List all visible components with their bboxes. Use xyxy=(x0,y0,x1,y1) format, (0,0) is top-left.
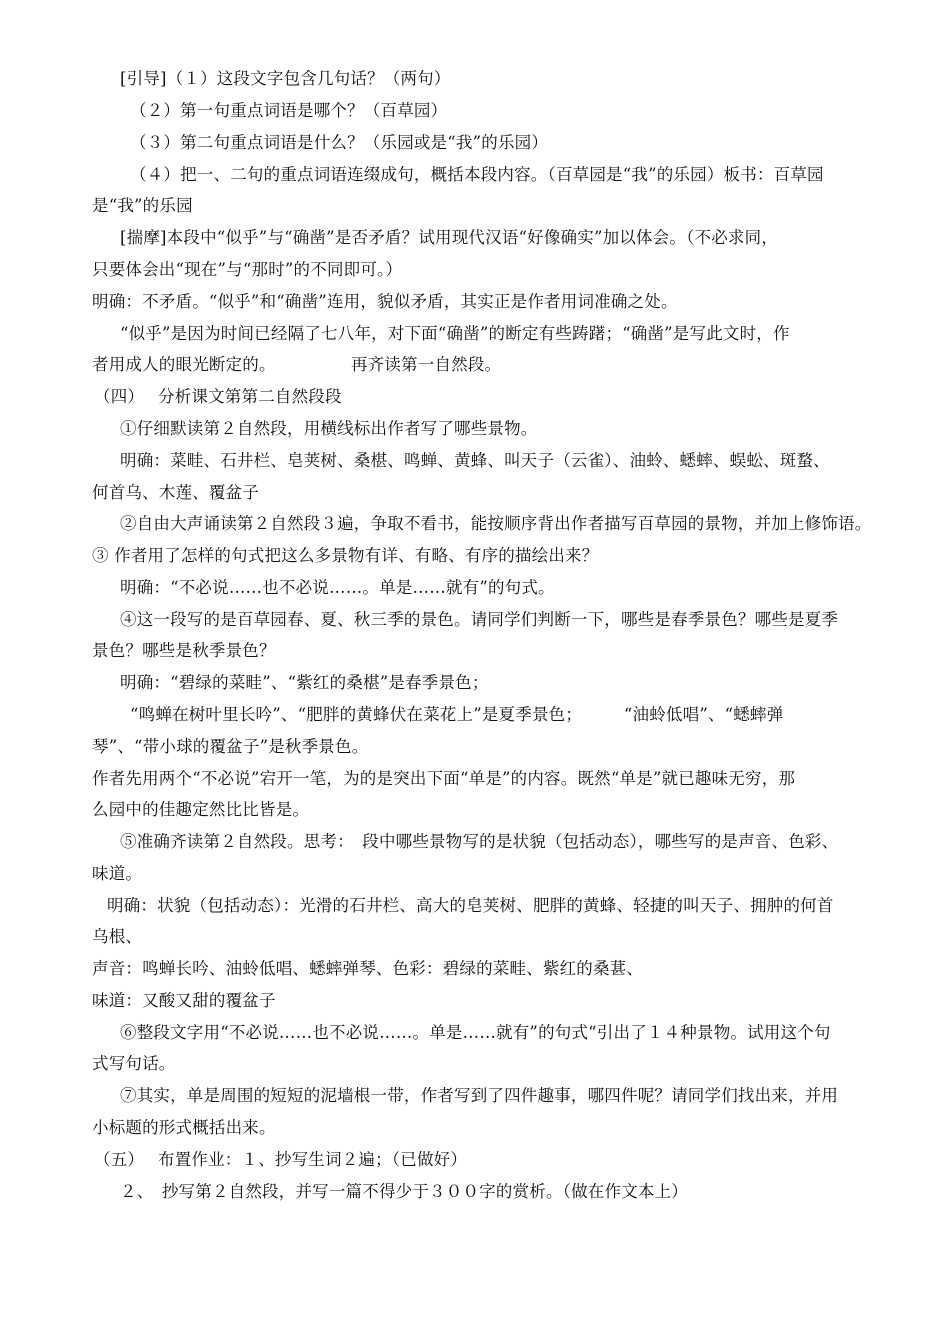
text-line: （２）第一句重点词语是哪个？（百草园） xyxy=(130,101,448,120)
text-line: “似乎”是因为时间已经隔了七八年，对下面“确凿”的断定有些踌躇；“确凿”是写此文时，作 xyxy=(120,324,790,343)
text-line: 乌根、 xyxy=(92,927,143,946)
text-line: 明确：不矛盾。“似乎”和“确凿”连用，貌似矛盾，其实正是作者用词准确之处。 xyxy=(92,292,678,311)
section-heading: （四） 分析课文第第二自然段段 xyxy=(94,387,342,406)
text-line: ①仔细默读第２自然段，用横线标出作者写了哪些景物。 xyxy=(120,419,538,438)
text-line: 明确：“不必说……也不必说……。单是……就有”的句式。 xyxy=(120,578,555,597)
text-line: 作者先用两个“不必说”宕开一笔，为的是突出下面“单是”的内容。既然“单是”就已趣味无穷，那 xyxy=(92,769,796,788)
text-line: [揣摩]本段中“似乎”与“确凿”是否矛盾？试用现代汉语“好像确实”加以体会。（不必求同， xyxy=(120,228,779,247)
text-line: 味道：又酸又甜的覆盆子 xyxy=(92,991,276,1010)
text-line: 小标题的形式概括出来。 xyxy=(92,1118,276,1137)
text-line: ２、 抄写第２自然段，并写一篇不得少于３００字的赏析。（做在作文本上） xyxy=(120,1182,688,1201)
text-line: （３）第二句重点词语是什么？（乐园或是“我”的乐园） xyxy=(130,133,549,152)
text-line: ③ 作者用了怎样的句式把这么多景物有详、有略、有序的描绘出来？ xyxy=(92,546,599,565)
text-line: 式写句话。 xyxy=(92,1054,176,1073)
text-line: 是“我”的乐园 xyxy=(92,196,193,215)
text-line: （４）把一、二句的重点词语连缀成句，概括本段内容。（百草园是“我”的乐园）板书：百草园 xyxy=(130,165,824,184)
text-line: 明确：状貌（包括动态）：光滑的石井栏、高大的皂荚树、肥胖的黄蜂、轻捷的叫天子、拥肿的何首 xyxy=(107,896,834,915)
text-line: ⑥整段文字用“不必说……也不必说……。单是……就有”的句式“引出了１４种景物。试用这个句 xyxy=(120,1023,831,1042)
text-line: 琴”、“带小球的覆盆子”是秋季景色。 xyxy=(92,737,369,756)
text-line: 何首乌、木莲、覆盆子 xyxy=(92,483,259,502)
text-line: 味道。 xyxy=(92,864,143,883)
text-line: ②自由大声诵读第２自然段３遍，争取不看书，能按顺序背出作者描写百草园的景物，并加上修饰语。 xyxy=(120,514,872,533)
text-line: 声音：鸣蝉长吟、油蛉低唱、蟋蟀弹琴、色彩：碧绿的菜畦、紫红的桑葚、 xyxy=(92,959,644,978)
text-line: 明确：“碧绿的菜畦”、“紫红的桑椹”是春季景色； xyxy=(120,673,489,692)
section-heading: （五） 布置作业：１、抄写生词２遍；（已做好） xyxy=(94,1150,468,1169)
text-line: ④这一段写的是百草园春、夏、秋三季的景色。请同学们判断一下，哪些是春季景色？哪些是夏季 xyxy=(120,610,839,629)
text-line: 么园中的佳趣定然比比皆是。 xyxy=(92,800,310,819)
text-line: 明确：菜畦、石井栏、皂荚树、桑椹、鸣蝉、黄蜂、叫天子（云雀）、油蛉、蟋蟀、蜈蚣、斑蝥、 xyxy=(120,451,830,470)
text-line: ⑦其实，单是周围的短短的泥墙根一带，作者写到了四件趣事，哪四件呢？请同学们找出来，并用 xyxy=(120,1086,839,1105)
text-line: 景色？哪些是秋季景色？ xyxy=(92,641,276,660)
text-line: “鸣蝉在树叶里长吟”、“肥胖的黄蜂伏在菜花上”是夏季景色； “油蛉低唱”、“蟋蟀弹 xyxy=(130,705,784,724)
text-line: 只要体会出“现在”与“那时”的不同即可。） xyxy=(92,260,403,279)
text-line: [引导]（１）这段文字包含几句话？（两句） xyxy=(120,69,451,88)
text-line: 者用成人的眼光断定的。 再齐读第一自然段。 xyxy=(92,355,502,374)
text-line: ⑤准确齐读第２自然段。思考： 段中哪些景物写的是状貌（包括动态），哪些写的是声音、色彩、 xyxy=(120,832,839,851)
